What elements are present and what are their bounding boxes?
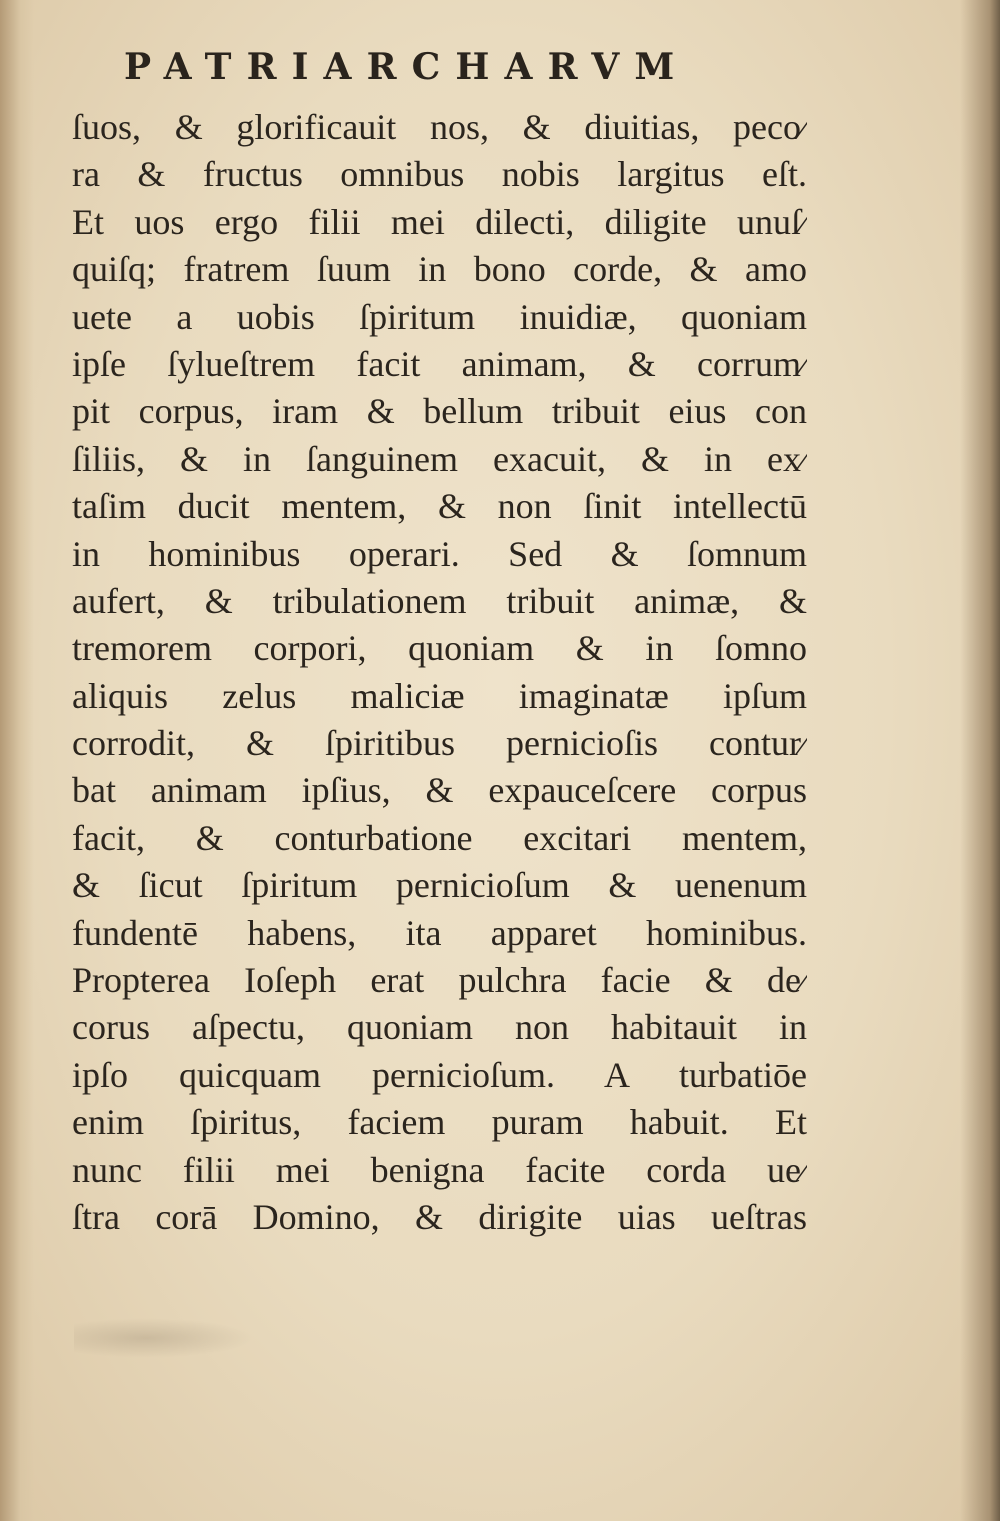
running-head: PATRIARCHARVM: [124, 46, 690, 88]
text-line: Et uos ergo filii mei dilecti, diligite unuſ⁄: [72, 201, 807, 242]
text-line: aufert, & tribulationem tribuit animæ, &: [72, 580, 807, 621]
text-line: corus aſpectu, quoniam non habitauit in: [72, 1007, 807, 1048]
body-text: [72, 104, 807, 1241]
text-line: Propterea Ioſeph erat pulchra facie & de⁄: [72, 960, 807, 1001]
text-line: in hominibus operari. Sed & ſomnum: [72, 533, 807, 574]
text-line: aliquis zelus maliciæ imaginatæ ipſum: [72, 675, 807, 716]
text-line: ipſo quicquam pernicioſum. A turbatiōe: [72, 1054, 807, 1095]
ink-smudge: [74, 1318, 254, 1358]
text-line: corrodit, & ſpiritibus pernicioſis contur⁄: [72, 723, 807, 764]
text-line: ſtra corā Domino, & dirigite uias ueſtras: [72, 1196, 807, 1237]
text-line: & ſicut ſpiritum pernicioſum & uenenum: [72, 865, 807, 906]
text-line: tremorem corpori, quoniam & in ſomno: [72, 628, 807, 669]
text-line: taſim ducit mentem, & non ſinit intellectū: [72, 486, 807, 527]
text-line: uete a uobis ſpiritum inuidiæ, quoniam: [72, 296, 807, 337]
text-line: ſuos, & glorificauit nos, & diuitias, peco⁄: [72, 107, 807, 147]
text-line: nunc filii mei benigna facite corda ue⁄: [72, 1149, 807, 1190]
text-line: pit corpus, iram & bellum tribuit eius con: [72, 391, 807, 432]
text-line: ra & fructus omnibus nobis largitus eſt.: [72, 154, 807, 195]
text-line: enim ſpiritus, faciem puram habuit. Et: [72, 1102, 807, 1143]
text-line: bat animam ipſius, & expauceſcere corpus: [72, 770, 807, 811]
text-line: ſiliis, & in ſanguinem exacuit, & in ex⁄: [72, 438, 807, 479]
text-line: facit, & conturbatione excitari mentem,: [72, 817, 807, 858]
text-line: quiſq; fratrem ſuum in bono corde, & amo: [72, 249, 807, 290]
text-line: fundentē habens, ita apparet hominibus.: [72, 912, 807, 953]
text-line: ipſe ſylueſtrem facit animam, & corrum⁄: [72, 343, 807, 384]
